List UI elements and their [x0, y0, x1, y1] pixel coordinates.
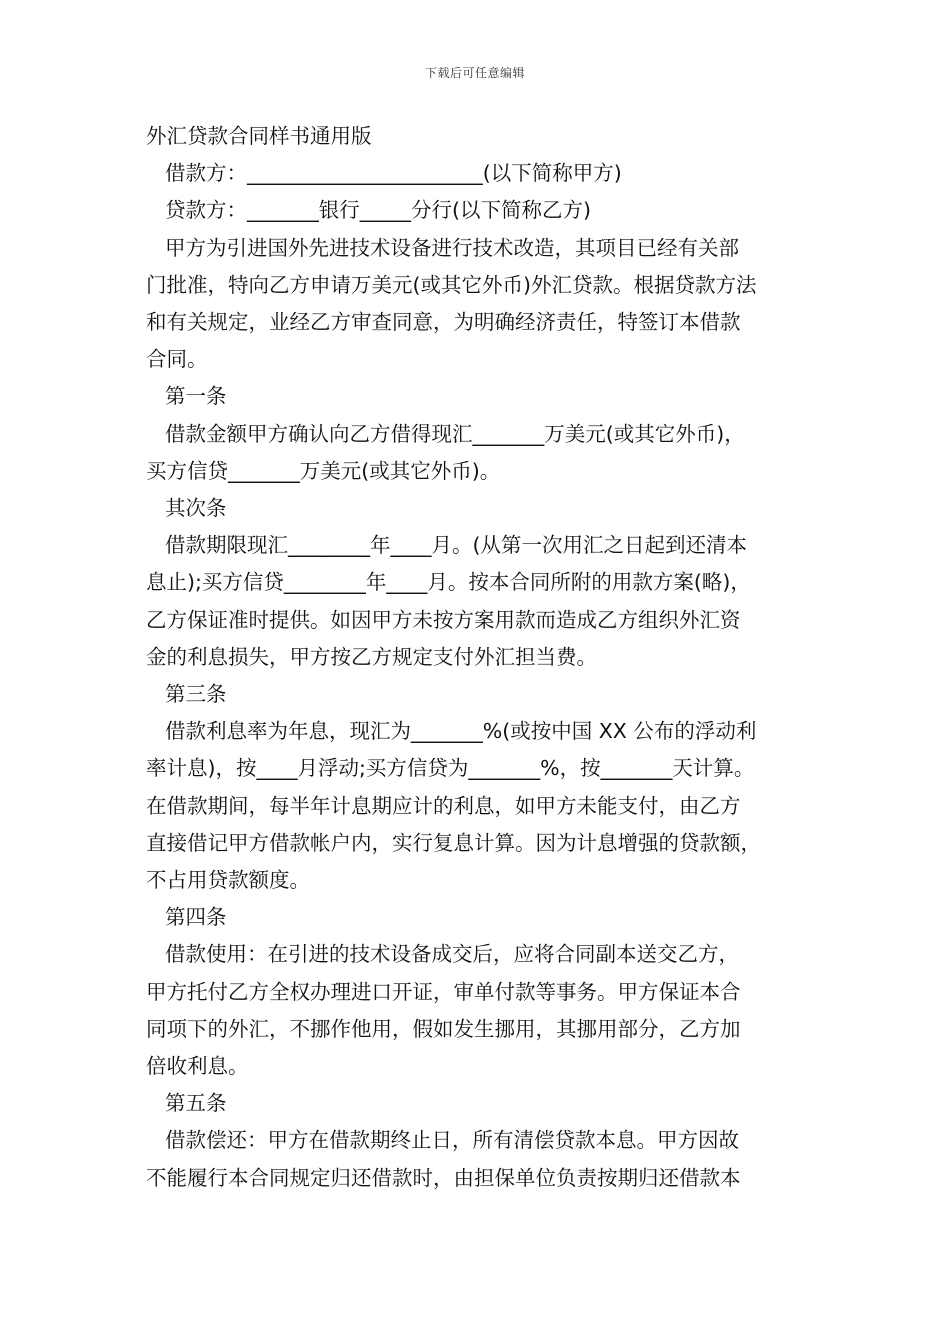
party-line: 借款方：_______________________(以下简称甲方) — [165, 161, 622, 186]
paragraph-line: 率计息)，按____月浮动;买方信贷为_______%，按_______天计算。 — [146, 756, 755, 781]
paragraph-line: 倍收利息。 — [146, 1054, 249, 1079]
paragraph-line: 借款偿还：甲方在借款期终止日，所有清偿贷款本息。甲方因故 — [165, 1128, 739, 1153]
paragraph-line: 借款金额甲方确认向乙方借得现汇_______万美元(或其它外币)， — [165, 421, 745, 446]
paragraph-line: 金的利息损失，甲方按乙方规定支付外汇担当费。 — [146, 644, 597, 669]
document-title: 外汇贷款合同样书通用版 — [146, 124, 372, 148]
paragraph-line: 直接借记甲方借款帐户内，实行复息计算。因为计息增强的贷款额， — [146, 830, 761, 855]
paragraph-line: 买方信贷_______万美元(或其它外币)。 — [146, 458, 501, 483]
paragraph-line: 借款利息率为年息，现汇为_______%(或按中国 XX 公布的浮动利 — [165, 719, 757, 744]
paragraph-line: 甲方为引进国外先进技术设备进行技术改造，其项目已经有关部 — [165, 235, 739, 260]
document-body — [146, 118, 821, 1197]
paragraph-line: 不占用贷款额度。 — [146, 868, 310, 893]
paragraph-line: 在借款期间，每半年计息期应计的利息，如甲方未能支付，由乙方 — [146, 793, 741, 818]
paragraph-line: 门批准，特向乙方申请万美元(或其它外币)外汇贷款。根据贷款方法 — [146, 272, 757, 297]
article-heading: 第四条 — [165, 905, 227, 930]
paragraph-line: 借款期限现汇________年____月。(从第一次用汇之日起到还清本 — [165, 533, 747, 558]
article-heading: 第一条 — [165, 384, 227, 409]
paragraph-line: 借款使用：在引进的技术设备成交后，应将合同副本送交乙方， — [165, 942, 739, 967]
paragraph-line: 息止);买方信贷________年____月。按本合同所附的用款方案(略)， — [146, 570, 751, 595]
article-heading: 其次条 — [165, 496, 227, 521]
paragraph-line: 甲方托付乙方全权办理进口开证，审单付款等事务。甲方保证本合 — [146, 979, 741, 1004]
paragraph-line: 同项下的外汇，不挪作他用，假如发生挪用，其挪用部分，乙方加 — [146, 1016, 741, 1041]
paragraph-line: 合同。 — [146, 347, 208, 372]
paragraph-line: 和有关规定，业经乙方审查同意，为明确经济责任，特签订本借款 — [146, 310, 741, 335]
party-line: 贷款方：_______银行_____分行(以下简称乙方) — [165, 198, 591, 223]
article-heading: 第三条 — [165, 682, 227, 707]
paragraph-line: 乙方保证准时提供。如因甲方未按方案用款而造成乙方组织外汇资 — [146, 607, 741, 632]
page-header-note: 下载后可任意编辑 — [424, 66, 525, 80]
article-heading: 第五条 — [165, 1091, 227, 1116]
paragraph-line: 不能履行本合同规定归还借款时，由担保单位负责按期归还借款本 — [146, 1165, 741, 1190]
